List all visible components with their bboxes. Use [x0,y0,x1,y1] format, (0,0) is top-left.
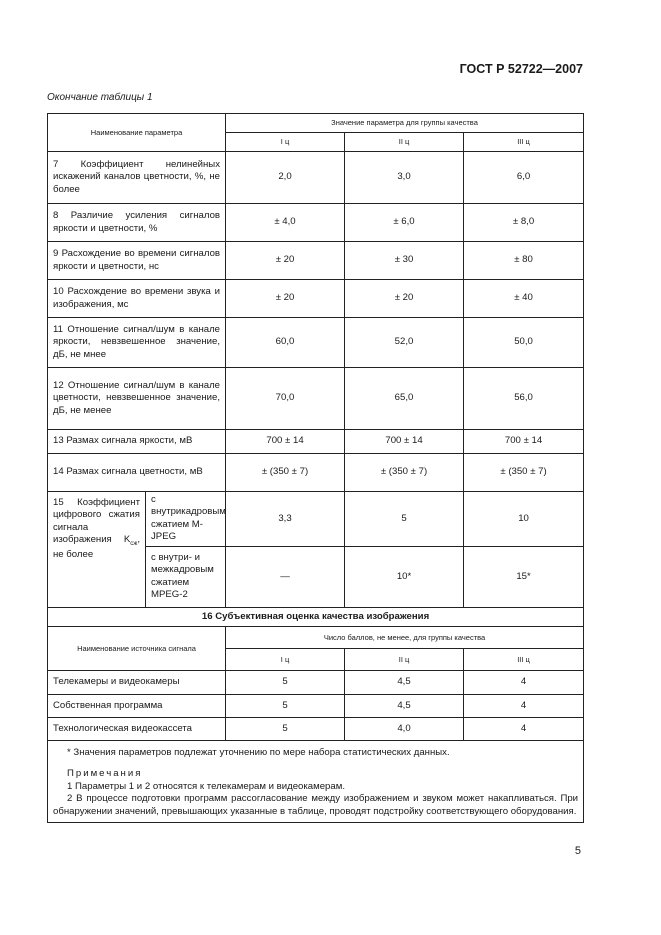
note-item: 1 Параметры 1 и 2 относятся к телекамерам и видеокамерам. [67,780,345,792]
value-cell: 3,3 [226,492,345,547]
value-cell: 700 ± 14 [464,430,584,454]
param-name: 14 Размах сигнала цветности, мВ [48,454,226,492]
param-15-main: 15 Коэффициент цифрового сжатия сигнала изображения K [53,497,140,546]
param-15-subscript: сж [130,541,138,548]
parameters-table [47,113,584,823]
value-cell: ± 8,0 [464,204,584,242]
value-cell: 56,0 [464,368,584,430]
param-name: 8 Различие усиления сигналов яркости и цветности, % [48,204,226,242]
header-group-1: I ц [226,648,345,670]
value-cell: 4,5 [345,694,464,717]
header-source: Наименование источника сигнала [48,626,226,670]
value-cell: 10 [464,492,584,547]
value-cell: 15* [464,546,584,607]
section-title: 16 Субъективная оценка качества изображения [48,607,584,626]
value-cell: 4 [464,717,584,740]
table-row [48,430,584,454]
param-name: 13 Размах сигнала яркости, мВ [48,430,226,454]
value-cell: ± 80 [464,242,584,280]
header-group-3: III ц [464,133,584,152]
header-score: Число баллов, не менее, для группы качества [226,626,584,648]
table-row [48,242,584,280]
value-cell: 5 [345,492,464,547]
value-cell: 3,0 [345,152,464,204]
value-cell: 52,0 [345,318,464,368]
value-cell: ± 20 [345,280,464,318]
table-row [48,152,584,204]
param-name: 7 Коэффициент нелинейных искажений каналов цветности, %, не более [48,152,226,204]
value-cell: 6,0 [464,152,584,204]
footnote: * Значения параметров подлежат уточнению по мере набора статистических данных. [67,746,450,758]
table-row [48,717,584,740]
value-cell: 5 [226,717,345,740]
source-name: Телекамеры и видеокамеры [48,670,226,694]
table-row [48,204,584,242]
value-cell: ± 40 [464,280,584,318]
value-cell: ± 6,0 [345,204,464,242]
notes-block [48,740,584,822]
header-group-1: I ц [226,133,345,152]
param-name-15 [48,492,146,608]
value-cell: 60,0 [226,318,345,368]
header-group-2: II ц [345,648,464,670]
param-name: 10 Расхождение во времени звука и изображения, мс [48,280,226,318]
value-cell: ± (350 ± 7) [345,454,464,492]
param-name: 11 Отношение сигнал/шум в канале яркости, невзвешенное значение, дБ, не мнее [48,318,226,368]
source-name: Собственная программа [48,694,226,717]
value-cell: 5 [226,670,345,694]
table-caption: Окончание таблицы 1 [47,92,153,103]
header-group-2: II ц [345,133,464,152]
param-15-tail: , не более [53,534,140,561]
source-name: Технологическая видеокассета [48,717,226,740]
value-cell: ± 30 [345,242,464,280]
value-cell: 70,0 [226,368,345,430]
value-cell: 50,0 [464,318,584,368]
value-cell: 700 ± 14 [226,430,345,454]
table-row [48,694,584,717]
value-cell: ± 4,0 [226,204,345,242]
value-cell: 2,0 [226,152,345,204]
header-group-value: Значение параметра для группы качества [226,114,584,133]
table-row [48,318,584,368]
value-cell: 65,0 [345,368,464,430]
param-name: 9 Расхождение во времени сигналов яркости и цветности, нс [48,242,226,280]
notes-heading: Примечания [67,768,143,780]
standard-number: ГОСТ Р 52722—2007 [459,62,583,76]
value-cell: 700 ± 14 [345,430,464,454]
value-cell: ± (350 ± 7) [464,454,584,492]
page-number: 5 [574,845,581,857]
param-name: 12 Отношение сигнал/шум в канале цветности, невзвешенное значение, дБ, не менее [48,368,226,430]
value-cell: 5 [226,694,345,717]
value-cell: 4 [464,670,584,694]
table-row [48,670,584,694]
value-cell: ± (350 ± 7) [226,454,345,492]
header-parameter: Наименование параметра [48,114,226,152]
table-row [48,280,584,318]
value-cell: 10* [345,546,464,607]
note-item: 2 В процессе подготовки программ рассогласование между изображением и звуком может накапливаться. При обнаружении значений, превышающих указанные в таблице, проводят подстройку соответствующего оборудования. [53,793,579,817]
sub-param-name: с внутрикадровым сжатием M-JPEG [146,492,226,547]
value-cell: 4,5 [345,670,464,694]
header-group-3: III ц [464,648,584,670]
value-cell: 4,0 [345,717,464,740]
table-row [48,454,584,492]
sub-param-name: с внутри- и межкадровым сжатием MPEG-2 [146,546,226,607]
value-cell: ± 20 [226,242,345,280]
table-row [48,368,584,430]
table-row [48,492,584,547]
value-cell: 4 [464,694,584,717]
value-cell: — [226,546,345,607]
value-cell: ± 20 [226,280,345,318]
